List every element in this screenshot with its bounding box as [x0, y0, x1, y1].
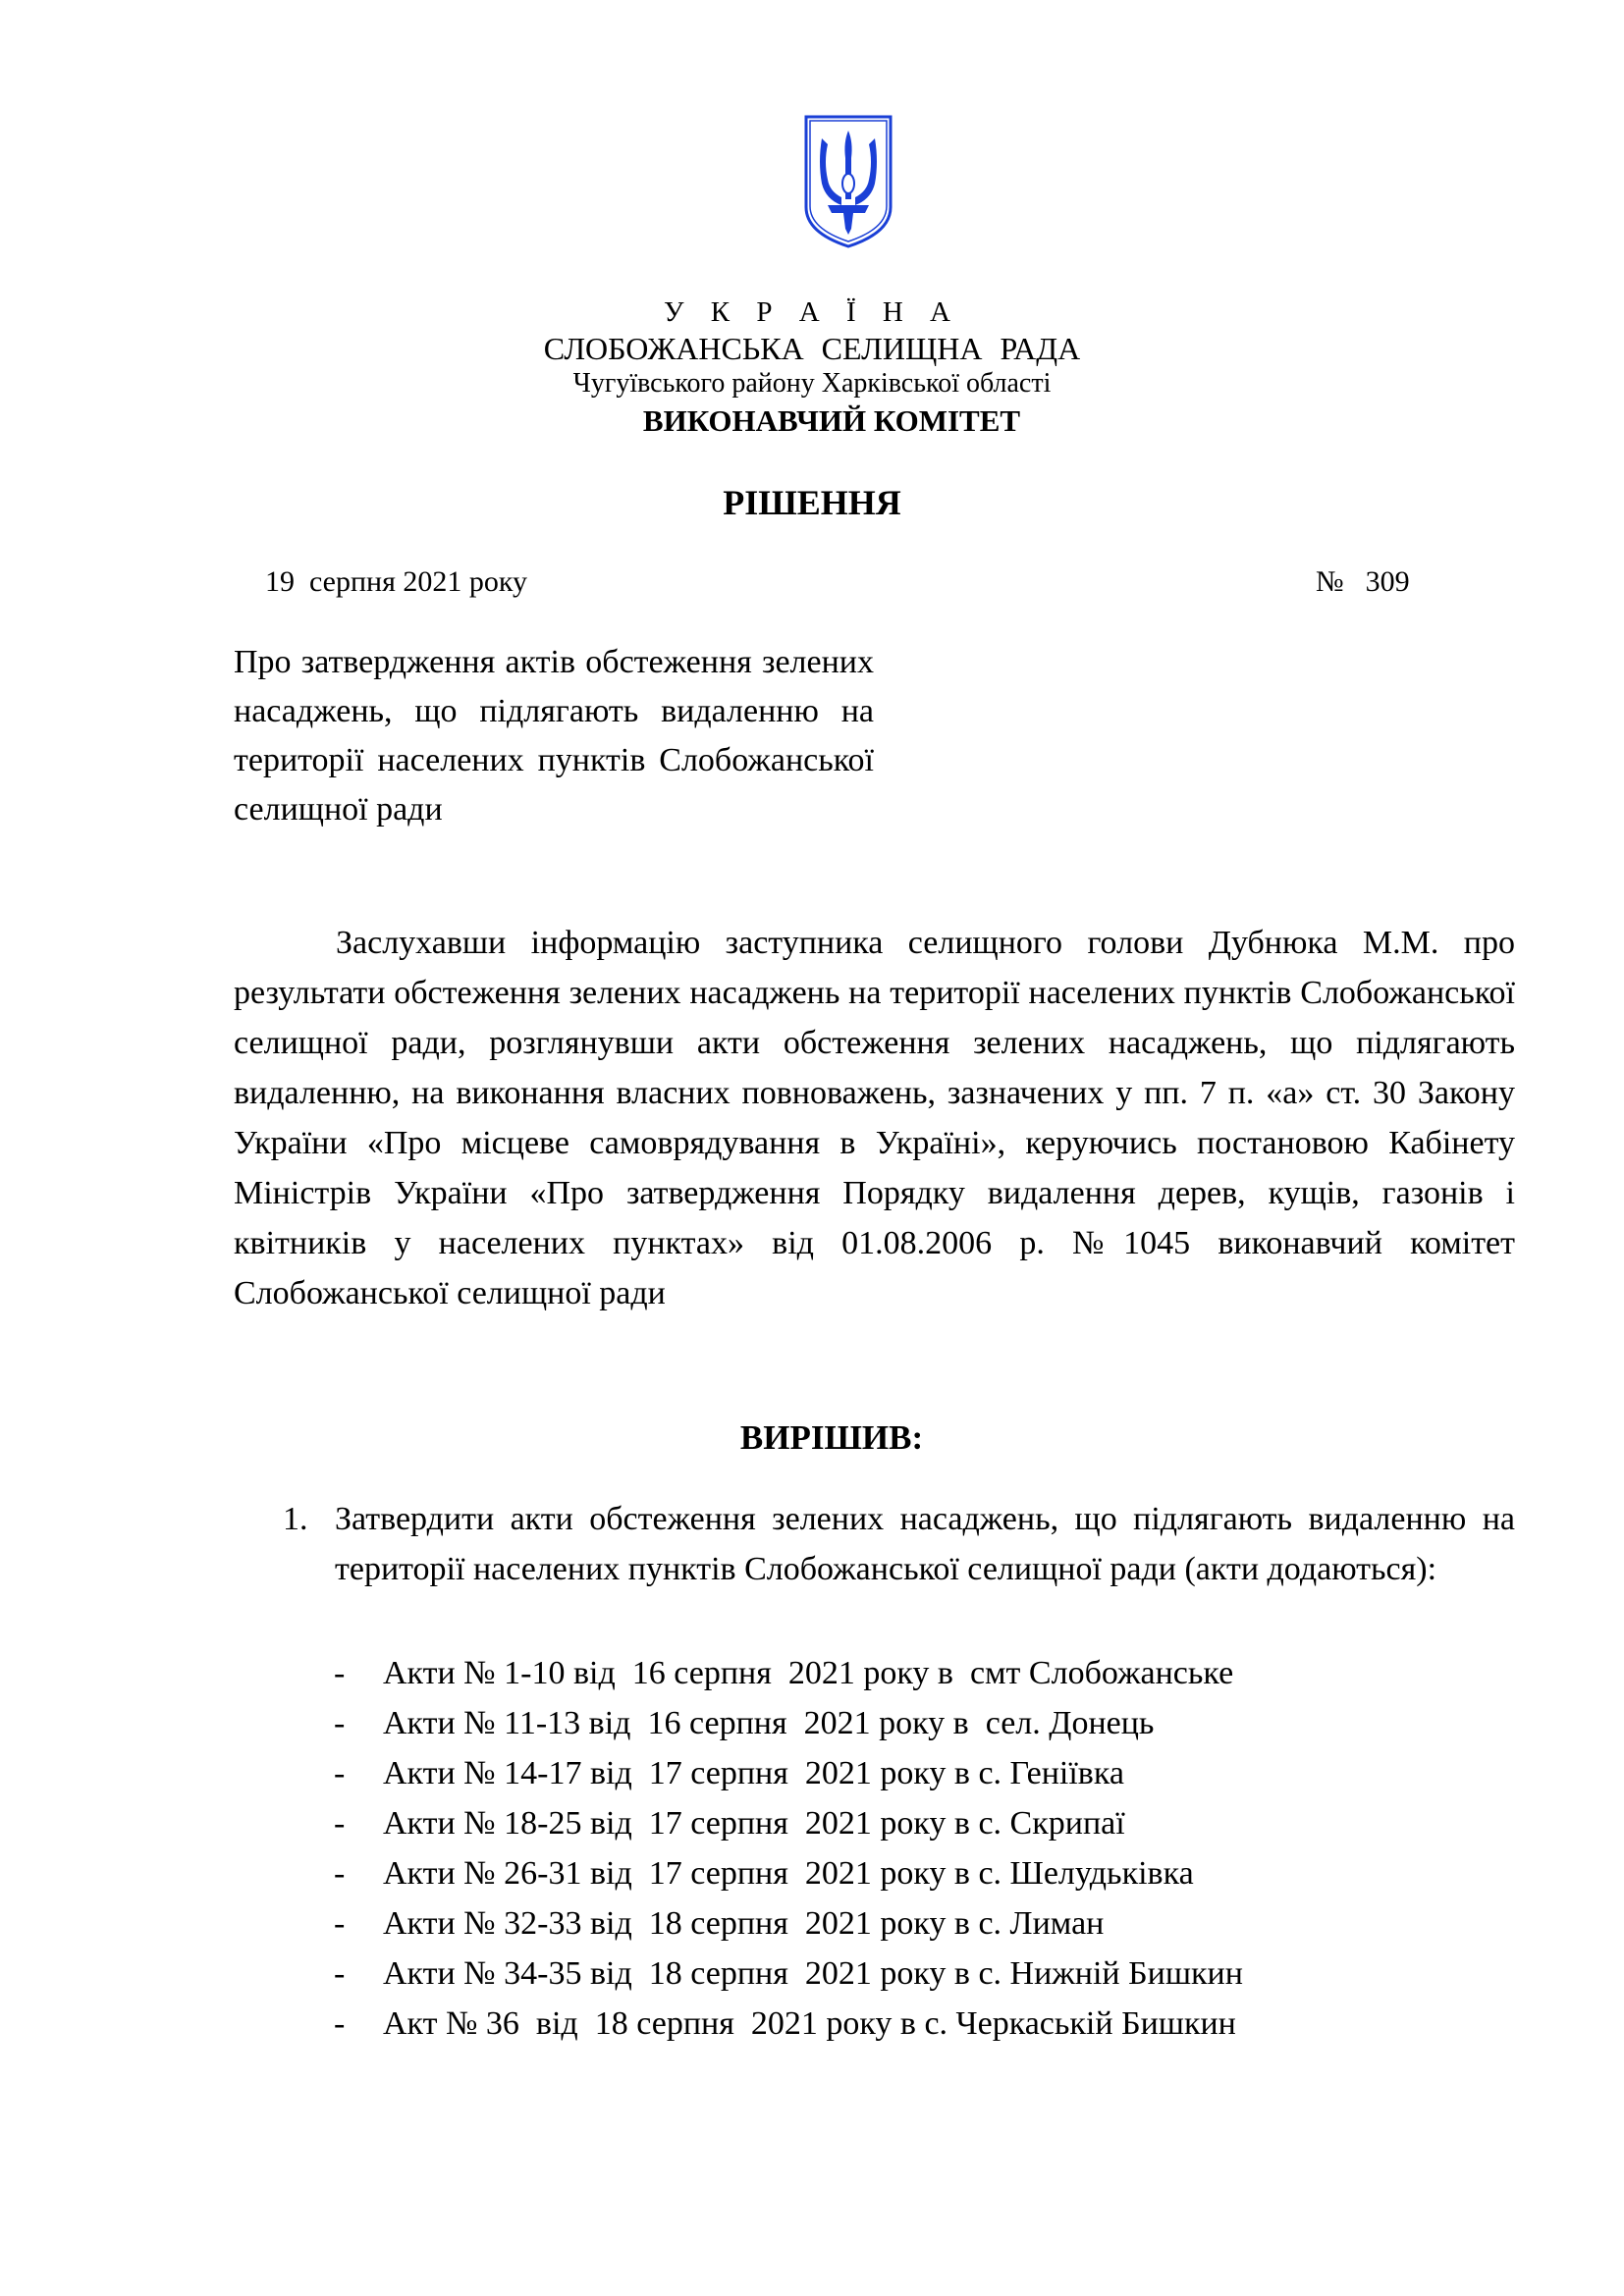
list-item: [334, 1999, 1243, 2049]
act-entry: Акти № 11-13 від 16 серпня 2021 року в сел. Донець: [383, 1705, 1155, 1741]
list-item: [334, 1848, 1243, 1898]
bullet-dash: -: [334, 2005, 346, 2042]
act-entry: Акти № 18-25 від 17 серпня 2021 року в с. Скрипаї: [383, 1805, 1125, 1842]
list-item: [334, 1698, 1243, 1748]
list-item: [334, 1798, 1243, 1848]
trident-emblem-icon: [802, 113, 894, 250]
bullet-dash: -: [334, 1955, 346, 1992]
bullet-dash: -: [334, 1855, 346, 1892]
item-number: 1.: [283, 1501, 308, 1537]
bullet-dash: -: [334, 1805, 346, 1842]
decision-number: [1316, 564, 1410, 600]
act-entry: Акт № 36 від 18 серпня 2021 року в с. Черкаській Бишкин: [383, 2005, 1236, 2042]
number-label: №: [1316, 565, 1344, 598]
list-item: [334, 1748, 1243, 1798]
bullet-dash: -: [334, 1705, 346, 1741]
document-type-title: РІШЕННЯ: [723, 483, 901, 522]
header-country: У К Р А Ї Н А: [664, 296, 960, 328]
bullet-dash: -: [334, 1755, 346, 1791]
preamble-paragraph: Заслухавши інформацію заступника селищного голови Дубнюка М.М. про результати обстеження зелених насаджень на території населених пунктів Слобожанської селищної ради, розглянувши акти обстеження зелених насаджень, що підлягають видаленню, на виконання власних повноважень, зазначених у пп. 7 п. «а» ст. 30 Закону України «Про місцеве самоврядування в Україні», керуючись постановою Кабінету Міністрів України «Про затвердження Порядку видалення дерев, кущів, газонів і квітників у населених пунктах» від 01.08.2006 р. №1045 виконавчий комітет Слобожанської селищної ради: [234, 925, 1515, 1311]
item-text: Затвердити акти обстеження зелених насаджень, що підлягають видаленню на території населених пунктів Слобожанської селищної ради (акти додаються):: [335, 1501, 1515, 1587]
act-entry: Акти № 1-10 від 16 серпня 2021 року в смт Слобожанське: [383, 1655, 1234, 1691]
act-entry: Акти № 34-35 від 18 серпня 2021 року в с. Нижній Бишкин: [383, 1955, 1243, 1992]
act-entry: Акти № 14-17 від 17 серпня 2021 року в с. Геніївка: [383, 1755, 1124, 1791]
bullet-dash: -: [334, 1905, 346, 1942]
act-entry: Акти № 32-33 від 18 серпня 2021 року в с. Лиман: [383, 1905, 1105, 1942]
decision-date: 19 серпня 2021 року: [265, 565, 528, 598]
bullet-dash: -: [334, 1655, 346, 1691]
act-entry: Акти № 26-31 від 17 серпня 2021 року в с. Шелудьківка: [383, 1855, 1194, 1892]
list-item: [334, 1898, 1243, 1949]
header-committee: ВИКОНАВЧИЙ КОМІТЕТ: [642, 403, 1021, 438]
acts-list: [334, 1648, 1243, 2049]
list-item: [334, 1648, 1243, 1698]
number-value: 309: [1365, 565, 1410, 598]
decision-subject: Про затвердження актів обстеження зелених насаджень, що підлягають видаленню на території населених пунктів Слобожанської селищної ради: [234, 644, 874, 828]
header-district: Чугуївського району Харківської області: [572, 368, 1052, 399]
list-item: [334, 1949, 1243, 1999]
header-council: СЛОБОЖАНСЬКА СЕЛИЩНА РАДА: [543, 331, 1081, 366]
decided-heading: ВИРІШИВ:: [739, 1418, 924, 1457]
